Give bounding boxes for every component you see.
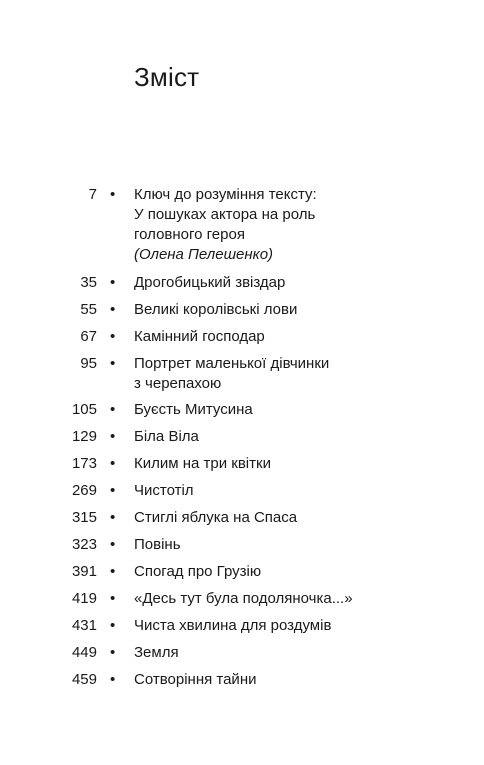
bullet: • — [110, 590, 116, 607]
entry-title — [134, 589, 464, 609]
page-number: 55 — [80, 301, 97, 318]
toc-entry — [0, 427, 484, 454]
entry-title-line: «Десь тут була подоляночка...» — [134, 590, 353, 607]
entry-title — [134, 185, 464, 265]
toc-entry — [0, 273, 484, 300]
entry-title — [134, 616, 464, 636]
bullet: • — [110, 617, 116, 634]
bullet: • — [110, 428, 116, 445]
entry-title-line: Біла Віла — [134, 428, 199, 445]
entry-title-line: Портрет маленької дівчинки — [134, 355, 330, 372]
entry-title-line: Камінний господар — [134, 328, 265, 345]
bullet: • — [110, 355, 116, 372]
page-number: 323 — [71, 536, 97, 553]
bullet: • — [110, 671, 116, 688]
toc-entry — [0, 508, 484, 535]
toc-entry — [0, 354, 484, 400]
page-number: 7 — [88, 186, 97, 203]
entry-title — [134, 354, 464, 394]
bullet: • — [110, 482, 116, 499]
entry-title — [134, 300, 464, 320]
bullet: • — [110, 186, 116, 203]
page-number: 67 — [80, 328, 97, 345]
entry-title-line: Земля — [134, 644, 179, 661]
toc-entry — [0, 327, 484, 354]
page-title: Зміст — [134, 62, 200, 92]
toc-entry — [0, 481, 484, 508]
entry-title-line: Повінь — [134, 536, 181, 553]
page-number: 315 — [71, 509, 97, 526]
entry-title — [134, 427, 464, 447]
bullet: • — [110, 644, 116, 661]
entry-title-line: Сотворіння тайни — [134, 671, 257, 688]
entry-title — [134, 670, 464, 690]
entry-title-line: Дрогобицький звіздар — [134, 274, 286, 291]
toc-entry — [0, 589, 484, 616]
entry-title-line: У пошуках актора на роль — [134, 206, 316, 223]
toc-entry — [0, 300, 484, 327]
toc-entry — [0, 535, 484, 562]
entry-title-line: Чиста хвилина для роздумів — [134, 617, 332, 634]
page-number: 95 — [80, 355, 97, 372]
entry-title — [134, 327, 464, 347]
toc-entry — [0, 185, 484, 273]
page-number: 129 — [71, 428, 97, 445]
entry-title — [134, 273, 464, 293]
toc-entry — [0, 562, 484, 589]
entry-title — [134, 454, 464, 474]
page-number: 419 — [71, 590, 97, 607]
bullet: • — [110, 274, 116, 291]
page-number: 35 — [80, 274, 97, 291]
bullet: • — [110, 301, 116, 318]
entry-title-line: Килим на три квітки — [134, 455, 271, 472]
entry-title — [134, 562, 464, 582]
page-number: 391 — [71, 563, 97, 580]
entry-title — [134, 508, 464, 528]
entry-title-line: Стиглі яблука на Спаса — [134, 509, 298, 526]
entry-title-line: Чистотіл — [134, 482, 194, 499]
entry-title — [134, 481, 464, 501]
toc-entry — [0, 643, 484, 670]
entry-title-line: Великі королівські лови — [134, 301, 298, 318]
entry-title-line: з черепахою — [134, 375, 222, 392]
page-number: 449 — [71, 644, 97, 661]
entry-title-line: Спогад про Грузію — [134, 563, 262, 580]
toc-entry — [0, 454, 484, 481]
entry-author: (Олена Пелешенко) — [134, 246, 274, 263]
entry-title — [134, 643, 464, 663]
bullet: • — [110, 401, 116, 418]
bullet: • — [110, 328, 116, 345]
toc-entry — [0, 670, 484, 697]
bullet: • — [110, 455, 116, 472]
toc-entry — [0, 400, 484, 427]
entry-title-line: Буєсть Митусина — [134, 401, 253, 418]
bullet: • — [110, 536, 116, 553]
page-number: 173 — [71, 455, 97, 472]
entry-title — [134, 535, 464, 555]
bullet: • — [110, 563, 116, 580]
entry-title — [134, 400, 464, 420]
toc-entry — [0, 616, 484, 643]
entry-title-line: Ключ до розуміння тексту: — [134, 186, 317, 203]
page-number: 431 — [71, 617, 97, 634]
bullet: • — [110, 509, 116, 526]
page-number: 105 — [71, 401, 97, 418]
table-of-contents — [0, 185, 484, 697]
entry-title-line: головного героя — [134, 226, 245, 243]
page-number: 459 — [71, 671, 97, 688]
page-number: 269 — [71, 482, 97, 499]
